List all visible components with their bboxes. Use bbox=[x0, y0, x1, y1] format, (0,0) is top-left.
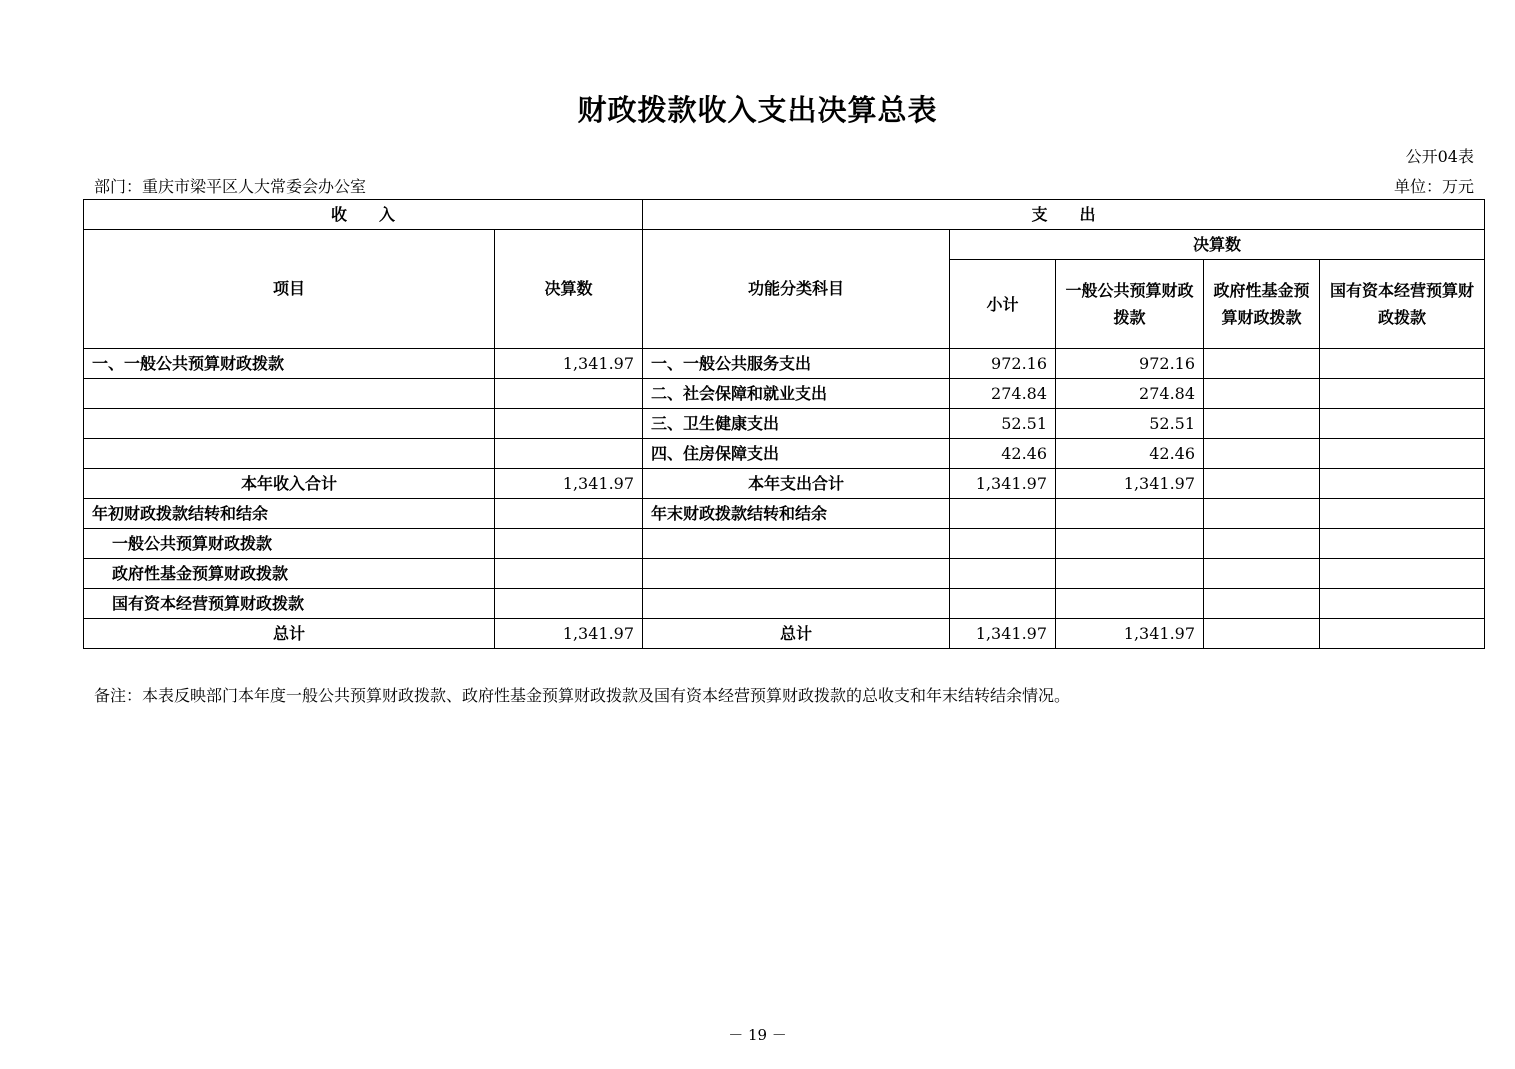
table-row bbox=[84, 499, 1485, 529]
form-code: 公开04表 bbox=[1405, 147, 1474, 166]
row-subtotal bbox=[950, 499, 1056, 529]
header-final-amount: 决算数 bbox=[950, 230, 1485, 260]
footnote: 备注：本表反映部门本年度一般公共预算财政拨款、政府性基金预算财政拨款及国有资本经营预算财政拨款的总收支和年末结转结余情况。 bbox=[94, 686, 1071, 705]
row-general: 1,341.97 bbox=[1056, 469, 1204, 499]
row-subtotal: 1,341.97 bbox=[950, 619, 1056, 649]
row-gov bbox=[1204, 499, 1320, 529]
row-subtotal: 274.84 bbox=[950, 379, 1056, 409]
row-state bbox=[1320, 469, 1485, 499]
header-income: 收 入 bbox=[84, 200, 643, 230]
col-header-subtotal: 小计 bbox=[950, 260, 1056, 349]
header-row-2 bbox=[84, 230, 1485, 260]
final-accounts-table bbox=[83, 199, 1485, 649]
row-income bbox=[495, 529, 643, 559]
row-gov bbox=[1204, 379, 1320, 409]
row-state bbox=[1320, 379, 1485, 409]
row-general: 52.51 bbox=[1056, 409, 1204, 439]
row-income: 1,341.97 bbox=[495, 619, 643, 649]
row-subtotal bbox=[950, 559, 1056, 589]
row-income: 1,341.97 bbox=[495, 469, 643, 499]
row-item: 一般公共预算财政拨款 bbox=[84, 529, 495, 559]
row-state bbox=[1320, 529, 1485, 559]
table-row bbox=[84, 379, 1485, 409]
row-state bbox=[1320, 349, 1485, 379]
row-item bbox=[84, 409, 495, 439]
row-function: 年末财政拨款结转和结余 bbox=[643, 499, 950, 529]
row-function: 一、一般公共服务支出 bbox=[643, 349, 950, 379]
row-income bbox=[495, 499, 643, 529]
row-income bbox=[495, 409, 643, 439]
row-general: 972.16 bbox=[1056, 349, 1204, 379]
table-row-grand-total bbox=[84, 619, 1485, 649]
row-subtotal: 42.46 bbox=[950, 439, 1056, 469]
row-item: 政府性基金预算财政拨款 bbox=[84, 559, 495, 589]
row-gov bbox=[1204, 529, 1320, 559]
col-header-state-capital: 国有资本经营预算财政拨款 bbox=[1320, 260, 1485, 349]
row-income bbox=[495, 439, 643, 469]
col-header-item: 项目 bbox=[84, 230, 495, 349]
row-gov bbox=[1204, 439, 1320, 469]
row-income: 1,341.97 bbox=[495, 349, 643, 379]
row-item bbox=[84, 439, 495, 469]
row-income bbox=[495, 559, 643, 589]
table-row bbox=[84, 349, 1485, 379]
row-item: 年初财政拨款结转和结余 bbox=[84, 499, 495, 529]
row-function: 本年支出合计 bbox=[643, 469, 950, 499]
row-gov bbox=[1204, 469, 1320, 499]
row-subtotal: 52.51 bbox=[950, 409, 1056, 439]
col-header-function: 功能分类科目 bbox=[643, 230, 950, 349]
col-header-gov-fund: 政府性基金预算财政拨款 bbox=[1204, 260, 1320, 349]
row-item: 国有资本经营预算财政拨款 bbox=[84, 589, 495, 619]
row-state bbox=[1320, 559, 1485, 589]
table-row bbox=[84, 439, 1485, 469]
row-state bbox=[1320, 439, 1485, 469]
row-state bbox=[1320, 619, 1485, 649]
row-subtotal bbox=[950, 589, 1056, 619]
col-header-income-amount: 决算数 bbox=[495, 230, 643, 349]
table-row bbox=[84, 409, 1485, 439]
row-general bbox=[1056, 499, 1204, 529]
row-function: 总计 bbox=[643, 619, 950, 649]
row-gov bbox=[1204, 349, 1320, 379]
row-general bbox=[1056, 559, 1204, 589]
col-header-general-budget: 一般公共预算财政拨款 bbox=[1056, 260, 1204, 349]
row-gov bbox=[1204, 619, 1320, 649]
row-gov bbox=[1204, 409, 1320, 439]
department-label: 部门：重庆市梁平区人大常委会办公室 bbox=[94, 177, 367, 196]
row-gov bbox=[1204, 589, 1320, 619]
row-subtotal: 972.16 bbox=[950, 349, 1056, 379]
table-row bbox=[84, 529, 1485, 559]
row-function bbox=[643, 529, 950, 559]
row-function: 二、社会保障和就业支出 bbox=[643, 379, 950, 409]
table-row bbox=[84, 559, 1485, 589]
table-row bbox=[84, 589, 1485, 619]
row-state bbox=[1320, 589, 1485, 619]
row-state bbox=[1320, 409, 1485, 439]
row-subtotal bbox=[950, 529, 1056, 559]
page-number: － 19 － bbox=[728, 1026, 787, 1044]
row-function: 三、卫生健康支出 bbox=[643, 409, 950, 439]
row-gov bbox=[1204, 559, 1320, 589]
row-state bbox=[1320, 499, 1485, 529]
row-function bbox=[643, 559, 950, 589]
page-title: 财政拨款收入支出决算总表 bbox=[577, 93, 938, 127]
table-row-annual-total bbox=[84, 469, 1485, 499]
row-general bbox=[1056, 529, 1204, 559]
row-general: 42.46 bbox=[1056, 439, 1204, 469]
row-general: 1,341.97 bbox=[1056, 619, 1204, 649]
row-function: 四、住房保障支出 bbox=[643, 439, 950, 469]
row-subtotal: 1,341.97 bbox=[950, 469, 1056, 499]
row-income bbox=[495, 379, 643, 409]
row-general bbox=[1056, 589, 1204, 619]
row-function bbox=[643, 589, 950, 619]
row-item bbox=[84, 379, 495, 409]
row-general: 274.84 bbox=[1056, 379, 1204, 409]
header-expense: 支 出 bbox=[643, 200, 1485, 230]
unit-label: 单位：万元 bbox=[1393, 177, 1474, 196]
row-item: 本年收入合计 bbox=[84, 469, 495, 499]
row-item: 一、一般公共预算财政拨款 bbox=[84, 349, 495, 379]
header-row-1 bbox=[84, 200, 1485, 230]
row-item: 总计 bbox=[84, 619, 495, 649]
row-income bbox=[495, 589, 643, 619]
